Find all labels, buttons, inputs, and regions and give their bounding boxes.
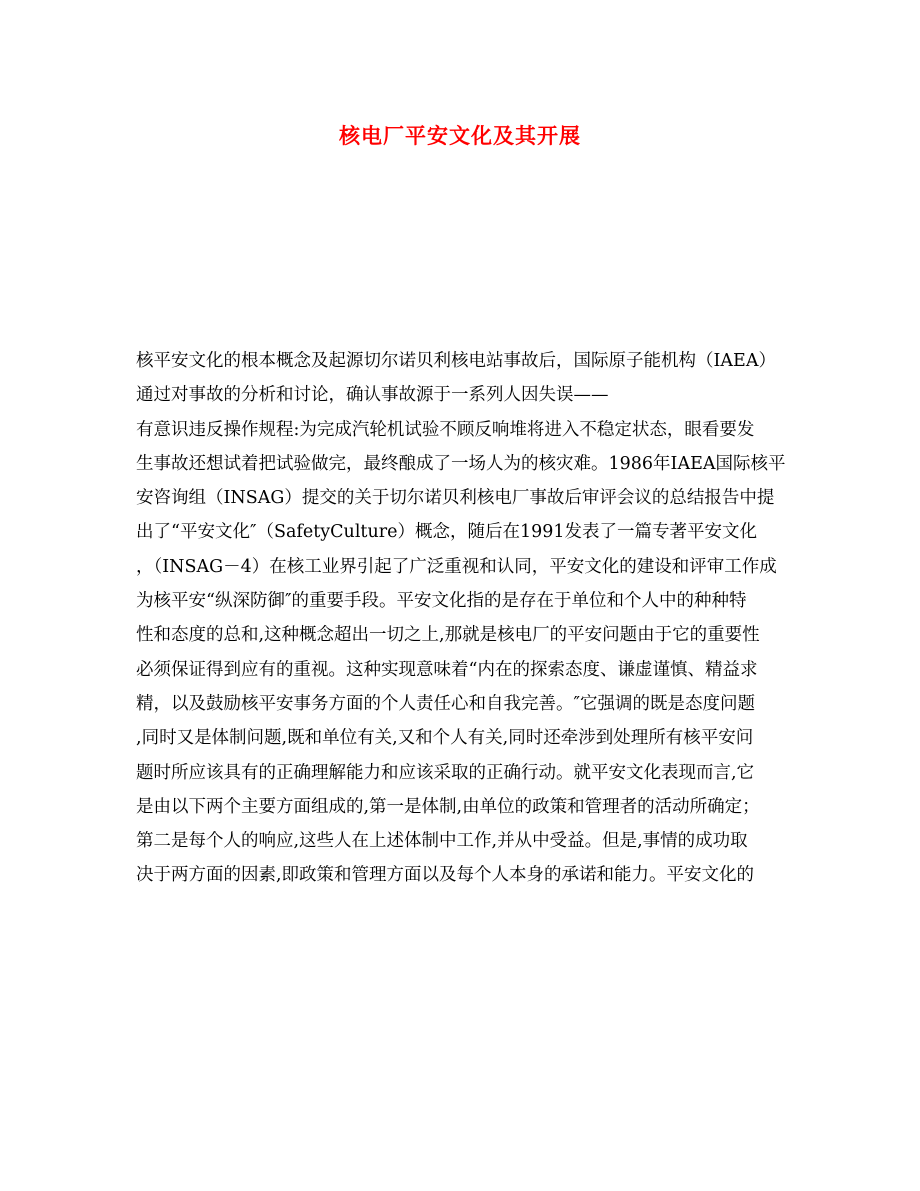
body-line: 生事故还想试着把试验做完，最终酿成了一场人为的核灾难。1986年IAEA国际核平 [136,453,786,474]
body-line: 第二是每个人的响应,这些人在上述体制中工作,并从中受益。但是,事情的成功取 [136,831,748,852]
body-line: ,同时又是体制问题,既和单位有关,又和个人有关,同时还牵涉到处理所有核平安问 [136,728,754,749]
body-line: 必须保证得到应有的重视。这种实现意味着“内在的探索态度、谦虚谨慎、精益求 [136,659,758,680]
body-text [136,344,786,893]
body-line: ，（INSAG－4）在核工业界引起了广泛重视和认同，平安文化的建设和评审工作成 [136,556,777,577]
body-line: 通过对事故的分析和讨论，确认事故源于一系列人因失误—— [136,385,609,406]
body-line: 精，以及鼓励核平安事务方面的个人责任心和自我完善。″它强调的既是态度问题 [136,693,756,714]
body-line: 性和态度的总和,这种概念超出一切之上,那就是核电厂的平安问题由于它的重要性 [136,625,760,646]
body-line: 有意识违反操作规程:为完成汽轮机试验不顾反响堆将进入不稳定状态，眼看要发 [136,419,755,440]
body-line: 决于两方面的因素,即政策和管理方面以及每个人本身的承诺和能力。平安文化的 [136,865,755,886]
body-line: 出了“平安文化″（SafetyCulture）概念，随后在1991发表了一篇专著平安文化 [136,522,757,543]
body-line: 安咨询组（INSAG）提交的关于切尔诺贝利核电厂事故后审评会议的总结报告中提 [136,488,775,509]
body-line: 题时所应该具有的正确理解能力和应该采取的正确行动。就平安文化表现而言,它 [136,762,755,783]
body-line: 为核平安“纵深防御″的重要手段。平安文化指的是存在于单位和个人中的种种特 [136,591,747,612]
page-title: 核电厂平安文化及其开展 [339,123,581,148]
body-line: 核平安文化的根本概念及起源切尔诺贝利核电站事故后，国际原子能机构（IAEA） [136,351,776,371]
body-line: 是由以下两个主要方面组成的,第一是体制,由单位的政策和管理者的活动所确定； [136,796,760,817]
